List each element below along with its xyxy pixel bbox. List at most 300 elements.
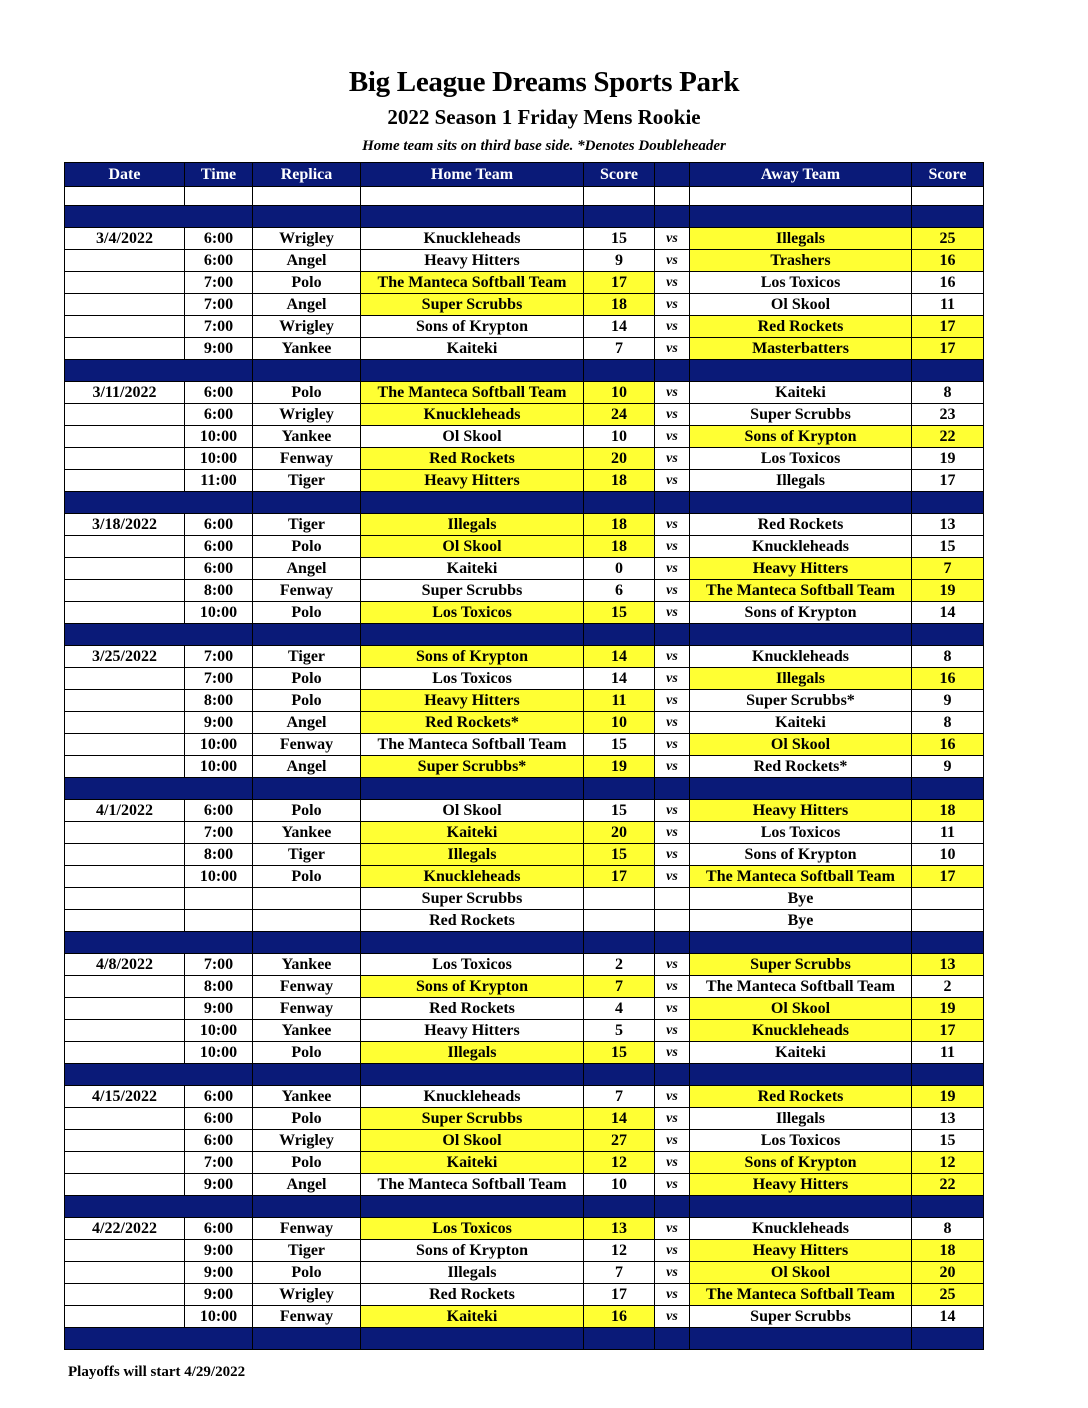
- away-team: Sons of Krypton: [690, 844, 912, 866]
- week-separator-cell: [65, 1064, 185, 1086]
- game-field: Tiger: [253, 844, 361, 866]
- away-score: 20: [912, 1262, 984, 1284]
- game-row: [65, 580, 984, 602]
- week-separator-cell: [65, 360, 185, 382]
- away-score: 13: [912, 954, 984, 976]
- week-separator: [65, 1196, 984, 1218]
- home-team: Red Rockets: [361, 448, 584, 470]
- game-time: 10:00: [185, 602, 253, 624]
- home-score: 6: [584, 580, 655, 602]
- week-separator: [65, 1328, 984, 1350]
- away-team: Knuckleheads: [690, 1218, 912, 1240]
- week-separator-cell: [361, 1064, 584, 1086]
- game-time: 9:00: [185, 712, 253, 734]
- game-time: 6:00: [185, 1218, 253, 1240]
- game-row: [65, 382, 984, 404]
- blank-row: [65, 187, 984, 206]
- home-score: 7: [584, 1262, 655, 1284]
- game-date: [65, 756, 185, 778]
- week-separator-cell: [185, 778, 253, 800]
- home-score: 12: [584, 1152, 655, 1174]
- away-team: Knuckleheads: [690, 536, 912, 558]
- away-team: Ol Skool: [690, 734, 912, 756]
- schedule-table: [64, 162, 984, 1350]
- vs-label: vs: [655, 1262, 690, 1284]
- game-row: [65, 1306, 984, 1328]
- away-team: Los Toxicos: [690, 272, 912, 294]
- home-team: Heavy Hitters: [361, 470, 584, 492]
- away-team: Heavy Hitters: [690, 1240, 912, 1262]
- schedule-body: [65, 187, 984, 1350]
- game-row: [65, 514, 984, 536]
- home-score: 15: [584, 734, 655, 756]
- week-separator-cell: [912, 1064, 984, 1086]
- away-team: Red Rockets: [690, 514, 912, 536]
- col-header-home-score: Score: [584, 163, 655, 187]
- game-time: 6:00: [185, 228, 253, 250]
- vs-label: vs: [655, 844, 690, 866]
- home-team: Kaiteki: [361, 1152, 584, 1174]
- week-separator-cell: [185, 1196, 253, 1218]
- game-time: 10:00: [185, 1020, 253, 1042]
- week-separator-cell: [584, 492, 655, 514]
- game-field: Fenway: [253, 998, 361, 1020]
- week-separator-cell: [690, 932, 912, 954]
- game-row: [65, 690, 984, 712]
- away-team: Illegals: [690, 228, 912, 250]
- home-score: 19: [584, 756, 655, 778]
- game-field: Angel: [253, 294, 361, 316]
- game-row: [65, 294, 984, 316]
- game-row: [65, 1042, 984, 1064]
- vs-label: [655, 910, 690, 932]
- week-separator-cell: [253, 492, 361, 514]
- game-time: 9:00: [185, 1284, 253, 1306]
- vs-label: vs: [655, 470, 690, 492]
- week-separator-cell: [690, 778, 912, 800]
- game-date: [65, 1240, 185, 1262]
- home-score: 18: [584, 470, 655, 492]
- game-time: 7:00: [185, 294, 253, 316]
- game-date: [65, 1108, 185, 1130]
- week-separator-cell: [584, 360, 655, 382]
- home-score: 7: [584, 976, 655, 998]
- away-score: 9: [912, 756, 984, 778]
- page-title: Big League Dreams Sports Park: [348, 66, 740, 98]
- vs-label: [655, 888, 690, 910]
- week-separator-cell: [584, 1064, 655, 1086]
- away-score: 16: [912, 272, 984, 294]
- week-separator-cell: [690, 624, 912, 646]
- game-row: [65, 844, 984, 866]
- game-row: [65, 756, 984, 778]
- away-team: Los Toxicos: [690, 448, 912, 470]
- vs-label: vs: [655, 1218, 690, 1240]
- home-score: 20: [584, 822, 655, 844]
- game-row: [65, 272, 984, 294]
- game-time: 7:00: [185, 1152, 253, 1174]
- game-date: [65, 1306, 185, 1328]
- away-team: Kaiteki: [690, 1042, 912, 1064]
- home-team: Knuckleheads: [361, 228, 584, 250]
- week-separator-cell: [361, 1196, 584, 1218]
- away-team: Ol Skool: [690, 294, 912, 316]
- vs-label: vs: [655, 514, 690, 536]
- away-team: Bye: [690, 888, 912, 910]
- game-row: [65, 1240, 984, 1262]
- game-field: Polo: [253, 1262, 361, 1284]
- game-date: [65, 448, 185, 470]
- home-team: Ol Skool: [361, 800, 584, 822]
- game-field: Fenway: [253, 1218, 361, 1240]
- home-team: Red Rockets: [361, 998, 584, 1020]
- week-separator-cell: [655, 1328, 690, 1350]
- game-date: [65, 976, 185, 998]
- home-team: Los Toxicos: [361, 1218, 584, 1240]
- week-separator-cell: [690, 206, 912, 228]
- away-score: 11: [912, 822, 984, 844]
- away-team: Kaiteki: [690, 712, 912, 734]
- away-score: 2: [912, 976, 984, 998]
- game-row: [65, 734, 984, 756]
- week-separator-cell: [655, 1064, 690, 1086]
- home-score: 18: [584, 536, 655, 558]
- game-time: 11:00: [185, 470, 253, 492]
- week-separator-cell: [690, 1196, 912, 1218]
- week-separator-cell: [253, 206, 361, 228]
- vs-label: vs: [655, 338, 690, 360]
- vs-label: vs: [655, 1152, 690, 1174]
- home-team: Red Rockets: [361, 910, 584, 932]
- game-field: Fenway: [253, 1306, 361, 1328]
- game-date: 4/22/2022: [65, 1218, 185, 1240]
- week-separator-cell: [185, 932, 253, 954]
- home-score: 14: [584, 668, 655, 690]
- game-row: [65, 602, 984, 624]
- home-score: 17: [584, 272, 655, 294]
- game-date: [65, 470, 185, 492]
- game-date: 4/8/2022: [65, 954, 185, 976]
- home-team: Heavy Hitters: [361, 690, 584, 712]
- game-time: 6:00: [185, 1108, 253, 1130]
- week-separator-cell: [65, 1328, 185, 1350]
- game-row: [65, 1086, 984, 1108]
- week-separator-cell: [655, 932, 690, 954]
- week-separator-cell: [912, 492, 984, 514]
- home-team: Sons of Krypton: [361, 976, 584, 998]
- week-separator-cell: [361, 624, 584, 646]
- game-time: 9:00: [185, 1262, 253, 1284]
- away-score: 13: [912, 1108, 984, 1130]
- game-time: 7:00: [185, 646, 253, 668]
- away-score: 11: [912, 294, 984, 316]
- away-score: [912, 910, 984, 932]
- game-time: 6:00: [185, 536, 253, 558]
- week-separator-cell: [912, 624, 984, 646]
- week-separator: [65, 778, 984, 800]
- game-date: [65, 272, 185, 294]
- game-row: [65, 822, 984, 844]
- vs-label: vs: [655, 800, 690, 822]
- home-score: 17: [584, 1284, 655, 1306]
- game-date: [65, 910, 185, 932]
- away-score: 8: [912, 1218, 984, 1240]
- vs-label: vs: [655, 756, 690, 778]
- away-score: 19: [912, 998, 984, 1020]
- game-time: 6:00: [185, 558, 253, 580]
- game-time: 10:00: [185, 734, 253, 756]
- game-date: [65, 888, 185, 910]
- week-separator-cell: [584, 624, 655, 646]
- home-team: Knuckleheads: [361, 1086, 584, 1108]
- col-header-away-team: Away Team: [690, 163, 912, 187]
- week-separator-cell: [584, 206, 655, 228]
- away-team: Masterbatters: [690, 338, 912, 360]
- home-score: 15: [584, 1042, 655, 1064]
- game-time: 7:00: [185, 272, 253, 294]
- game-field: [253, 910, 361, 932]
- week-separator: [65, 492, 984, 514]
- game-date: [65, 250, 185, 272]
- game-time: 10:00: [185, 448, 253, 470]
- game-row: [65, 470, 984, 492]
- week-separator-cell: [185, 492, 253, 514]
- game-field: [253, 888, 361, 910]
- away-score: 16: [912, 250, 984, 272]
- home-score: 0: [584, 558, 655, 580]
- game-field: Fenway: [253, 976, 361, 998]
- away-team: Illegals: [690, 470, 912, 492]
- game-date: [65, 998, 185, 1020]
- home-team: Sons of Krypton: [361, 646, 584, 668]
- away-score: 19: [912, 1086, 984, 1108]
- game-time: 9:00: [185, 338, 253, 360]
- game-date: [65, 844, 185, 866]
- game-row: [65, 1152, 984, 1174]
- game-time: 8:00: [185, 976, 253, 998]
- away-team: Illegals: [690, 1108, 912, 1130]
- away-score: 10: [912, 844, 984, 866]
- game-field: Yankee: [253, 1020, 361, 1042]
- week-separator-cell: [65, 1196, 185, 1218]
- game-field: Wrigley: [253, 228, 361, 250]
- game-date: 3/25/2022: [65, 646, 185, 668]
- game-row: [65, 668, 984, 690]
- game-row: [65, 448, 984, 470]
- game-field: Yankee: [253, 954, 361, 976]
- page-subtitle: 2022 Season 1 Friday Mens Rookie: [387, 105, 701, 129]
- away-team: Los Toxicos: [690, 822, 912, 844]
- blank-row-cell: [912, 187, 984, 206]
- vs-label: vs: [655, 250, 690, 272]
- vs-label: vs: [655, 690, 690, 712]
- game-date: [65, 822, 185, 844]
- home-score: 13: [584, 1218, 655, 1240]
- home-team: Kaiteki: [361, 338, 584, 360]
- game-time: 10:00: [185, 1042, 253, 1064]
- home-team: Super Scrubbs: [361, 294, 584, 316]
- week-separator-cell: [912, 778, 984, 800]
- away-score: 22: [912, 1174, 984, 1196]
- week-separator-cell: [361, 778, 584, 800]
- home-score: 27: [584, 1130, 655, 1152]
- game-time: 10:00: [185, 1306, 253, 1328]
- vs-label: vs: [655, 1020, 690, 1042]
- game-time: 8:00: [185, 844, 253, 866]
- week-separator-cell: [361, 206, 584, 228]
- week-separator-cell: [361, 1328, 584, 1350]
- week-separator-cell: [690, 360, 912, 382]
- home-score: [584, 910, 655, 932]
- home-team: Kaiteki: [361, 822, 584, 844]
- vs-label: vs: [655, 668, 690, 690]
- game-row: [65, 558, 984, 580]
- game-date: [65, 690, 185, 712]
- home-score: 12: [584, 1240, 655, 1262]
- week-separator-cell: [361, 492, 584, 514]
- home-score: 14: [584, 1108, 655, 1130]
- vs-label: vs: [655, 1174, 690, 1196]
- away-score: 25: [912, 1284, 984, 1306]
- game-row: [65, 712, 984, 734]
- week-separator-cell: [185, 1328, 253, 1350]
- week-separator-cell: [65, 624, 185, 646]
- vs-label: vs: [655, 866, 690, 888]
- game-row: [65, 910, 984, 932]
- week-separator-cell: [65, 932, 185, 954]
- week-separator: [65, 1064, 984, 1086]
- game-row: [65, 250, 984, 272]
- vs-label: vs: [655, 382, 690, 404]
- game-date: [65, 580, 185, 602]
- week-separator-cell: [185, 1064, 253, 1086]
- game-date: [65, 1284, 185, 1306]
- game-date: [65, 558, 185, 580]
- game-field: Fenway: [253, 448, 361, 470]
- away-team: Sons of Krypton: [690, 602, 912, 624]
- col-header-away-score: Score: [912, 163, 984, 187]
- game-row: [65, 536, 984, 558]
- away-score: 17: [912, 470, 984, 492]
- col-header-time: Time: [185, 163, 253, 187]
- game-time: 10:00: [185, 866, 253, 888]
- home-team: Heavy Hitters: [361, 250, 584, 272]
- home-team: Kaiteki: [361, 1306, 584, 1328]
- home-team: Red Rockets: [361, 1284, 584, 1306]
- away-team: Red Rockets: [690, 316, 912, 338]
- game-field: Polo: [253, 668, 361, 690]
- week-separator-cell: [584, 932, 655, 954]
- away-score: 7: [912, 558, 984, 580]
- game-time: 6:00: [185, 250, 253, 272]
- home-team: Super Scrubbs: [361, 888, 584, 910]
- home-team: Illegals: [361, 1042, 584, 1064]
- col-header-home-team: Home Team: [361, 163, 584, 187]
- away-team: Super Scrubbs*: [690, 690, 912, 712]
- home-team: The Manteca Softball Team: [361, 382, 584, 404]
- game-row: [65, 316, 984, 338]
- game-field: Tiger: [253, 470, 361, 492]
- home-team: Los Toxicos: [361, 602, 584, 624]
- home-team: Red Rockets*: [361, 712, 584, 734]
- game-row: [65, 1218, 984, 1240]
- game-field: Yankee: [253, 1086, 361, 1108]
- vs-label: vs: [655, 580, 690, 602]
- game-date: [65, 1174, 185, 1196]
- game-field: Polo: [253, 1042, 361, 1064]
- away-team: Heavy Hitters: [690, 800, 912, 822]
- game-date: [65, 294, 185, 316]
- vs-label: vs: [655, 1130, 690, 1152]
- game-time: 7:00: [185, 822, 253, 844]
- away-team: Trashers: [690, 250, 912, 272]
- game-row: [65, 866, 984, 888]
- week-separator-cell: [185, 624, 253, 646]
- game-field: Fenway: [253, 734, 361, 756]
- game-row: [65, 1262, 984, 1284]
- week-separator-cell: [584, 1196, 655, 1218]
- vs-label: vs: [655, 426, 690, 448]
- game-date: [65, 1262, 185, 1284]
- game-field: Tiger: [253, 514, 361, 536]
- game-row: [65, 338, 984, 360]
- game-field: Polo: [253, 536, 361, 558]
- away-team: Red Rockets: [690, 1086, 912, 1108]
- home-team: Illegals: [361, 844, 584, 866]
- game-field: Polo: [253, 866, 361, 888]
- week-separator-cell: [655, 360, 690, 382]
- game-date: [65, 602, 185, 624]
- week-separator-cell: [655, 624, 690, 646]
- vs-label: vs: [655, 294, 690, 316]
- away-score: 15: [912, 536, 984, 558]
- vs-label: vs: [655, 1240, 690, 1262]
- away-score: 17: [912, 1020, 984, 1042]
- game-field: Yankee: [253, 338, 361, 360]
- game-row: [65, 1130, 984, 1152]
- away-score: 17: [912, 316, 984, 338]
- home-score: 10: [584, 382, 655, 404]
- game-row: [65, 228, 984, 250]
- away-team: Bye: [690, 910, 912, 932]
- away-team: Kaiteki: [690, 382, 912, 404]
- game-time: 8:00: [185, 580, 253, 602]
- away-team: Knuckleheads: [690, 1020, 912, 1042]
- playoffs-note: Playoffs will start 4/29/2022: [68, 1364, 246, 1380]
- home-team: Illegals: [361, 514, 584, 536]
- game-date: [65, 734, 185, 756]
- game-time: 7:00: [185, 668, 253, 690]
- game-field: Fenway: [253, 580, 361, 602]
- away-score: 17: [912, 338, 984, 360]
- vs-label: vs: [655, 998, 690, 1020]
- away-score: 16: [912, 668, 984, 690]
- away-team: Red Rockets*: [690, 756, 912, 778]
- vs-label: vs: [655, 536, 690, 558]
- week-separator-cell: [361, 360, 584, 382]
- week-separator: [65, 360, 984, 382]
- home-team: Knuckleheads: [361, 404, 584, 426]
- game-time: 6:00: [185, 1086, 253, 1108]
- col-header-date: Date: [65, 163, 185, 187]
- game-row: [65, 976, 984, 998]
- home-score: 5: [584, 1020, 655, 1042]
- game-row: [65, 888, 984, 910]
- week-separator-cell: [912, 206, 984, 228]
- vs-label: vs: [655, 712, 690, 734]
- away-team: Ol Skool: [690, 998, 912, 1020]
- game-row: [65, 426, 984, 448]
